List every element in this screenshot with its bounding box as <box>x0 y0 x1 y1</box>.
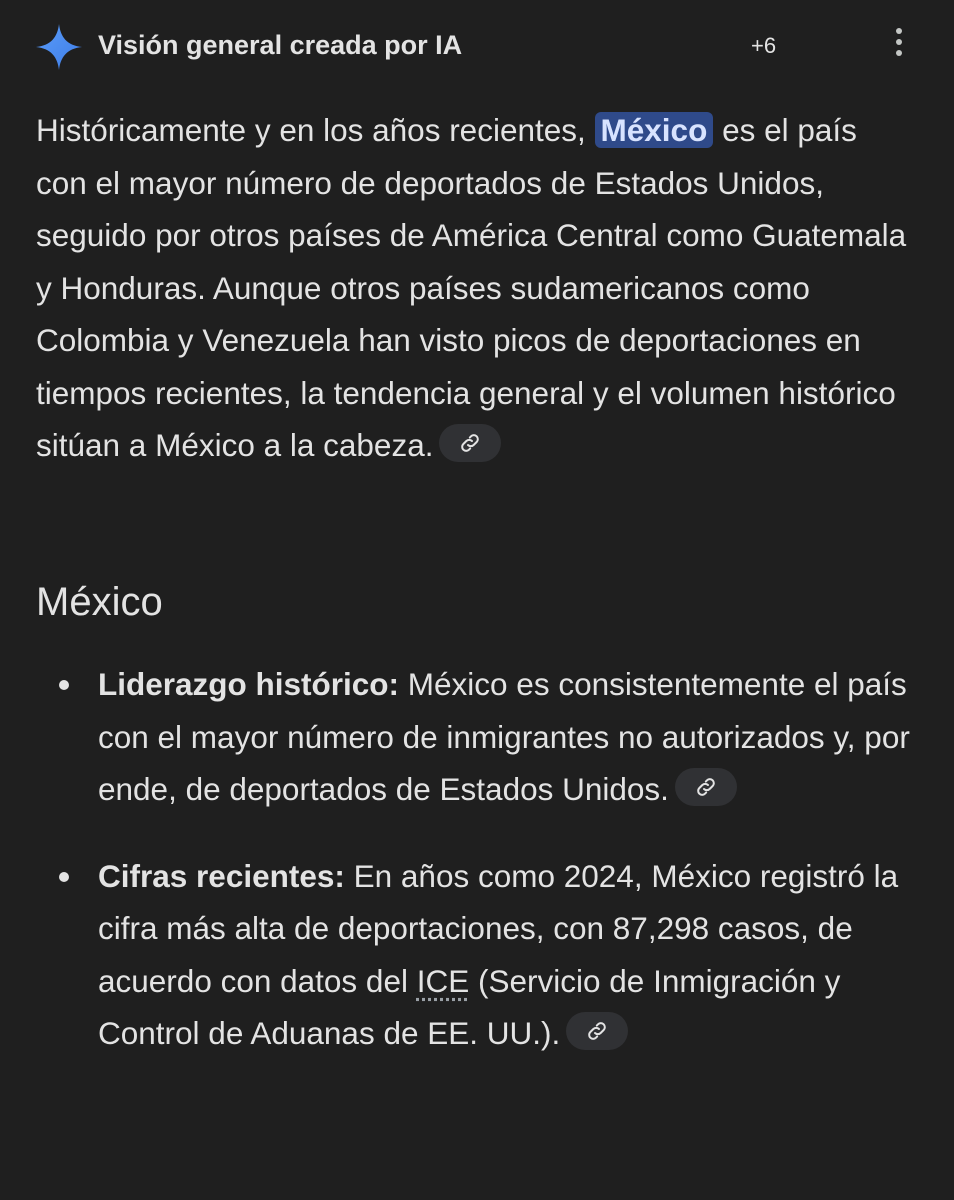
link-icon <box>585 1019 609 1043</box>
link-icon <box>694 775 718 799</box>
bullet-list <box>0 658 954 1060</box>
source-link-chip[interactable] <box>439 424 501 462</box>
more-vertical-icon[interactable] <box>884 28 914 64</box>
bullet-marker <box>59 872 69 882</box>
bullet-text-end: (Servicio de Inmigración y Control de Aduanas de EE. UU.). <box>98 962 841 1051</box>
bullet-marker <box>59 680 69 690</box>
link-icon <box>458 431 482 455</box>
source-link-chip[interactable] <box>675 768 737 806</box>
overview-text-end: es el país con el mayor número de deportados de Estados Unidos, seguido por otros países de América Central como Guatemala y Honduras. Aunque otros países sudamericanos como Colombia y Venezuela han visto picos de deportaciones en tiempos recientes, la tendencia general y el volumen histórico sitúan a México a la cabeza. <box>36 112 907 463</box>
sparkle-icon <box>36 24 82 70</box>
section-heading: México <box>36 580 163 624</box>
ice-definition-link[interactable]: ICE <box>416 962 470 999</box>
overview-text-start: Históricamente y en los años recientes, <box>36 112 595 148</box>
overview-paragraph <box>36 104 916 472</box>
list-item <box>0 850 918 1060</box>
ai-overview-title: Visión general creada por IA <box>98 30 463 60</box>
bullet-text: México es consistentemente el país con el mayor número de inmigrantes no autorizados y, por ende, de deportados de Estados Unidos. <box>98 666 910 807</box>
list-item <box>0 658 918 816</box>
bullet-text: En años como 2024, México registró la cifra más alta de deportaciones, con 87,298 casos, de acuerdo con datos del <box>98 857 899 999</box>
source-link-chip[interactable] <box>566 1012 628 1050</box>
highlighted-entity-mexico[interactable]: México <box>595 112 714 148</box>
bullet-title: Cifras recientes: <box>98 857 345 894</box>
bullet-title: Liderazgo histórico: <box>98 666 400 702</box>
ai-overview-header <box>0 0 954 92</box>
source-count-button[interactable]: +6 <box>751 33 777 58</box>
